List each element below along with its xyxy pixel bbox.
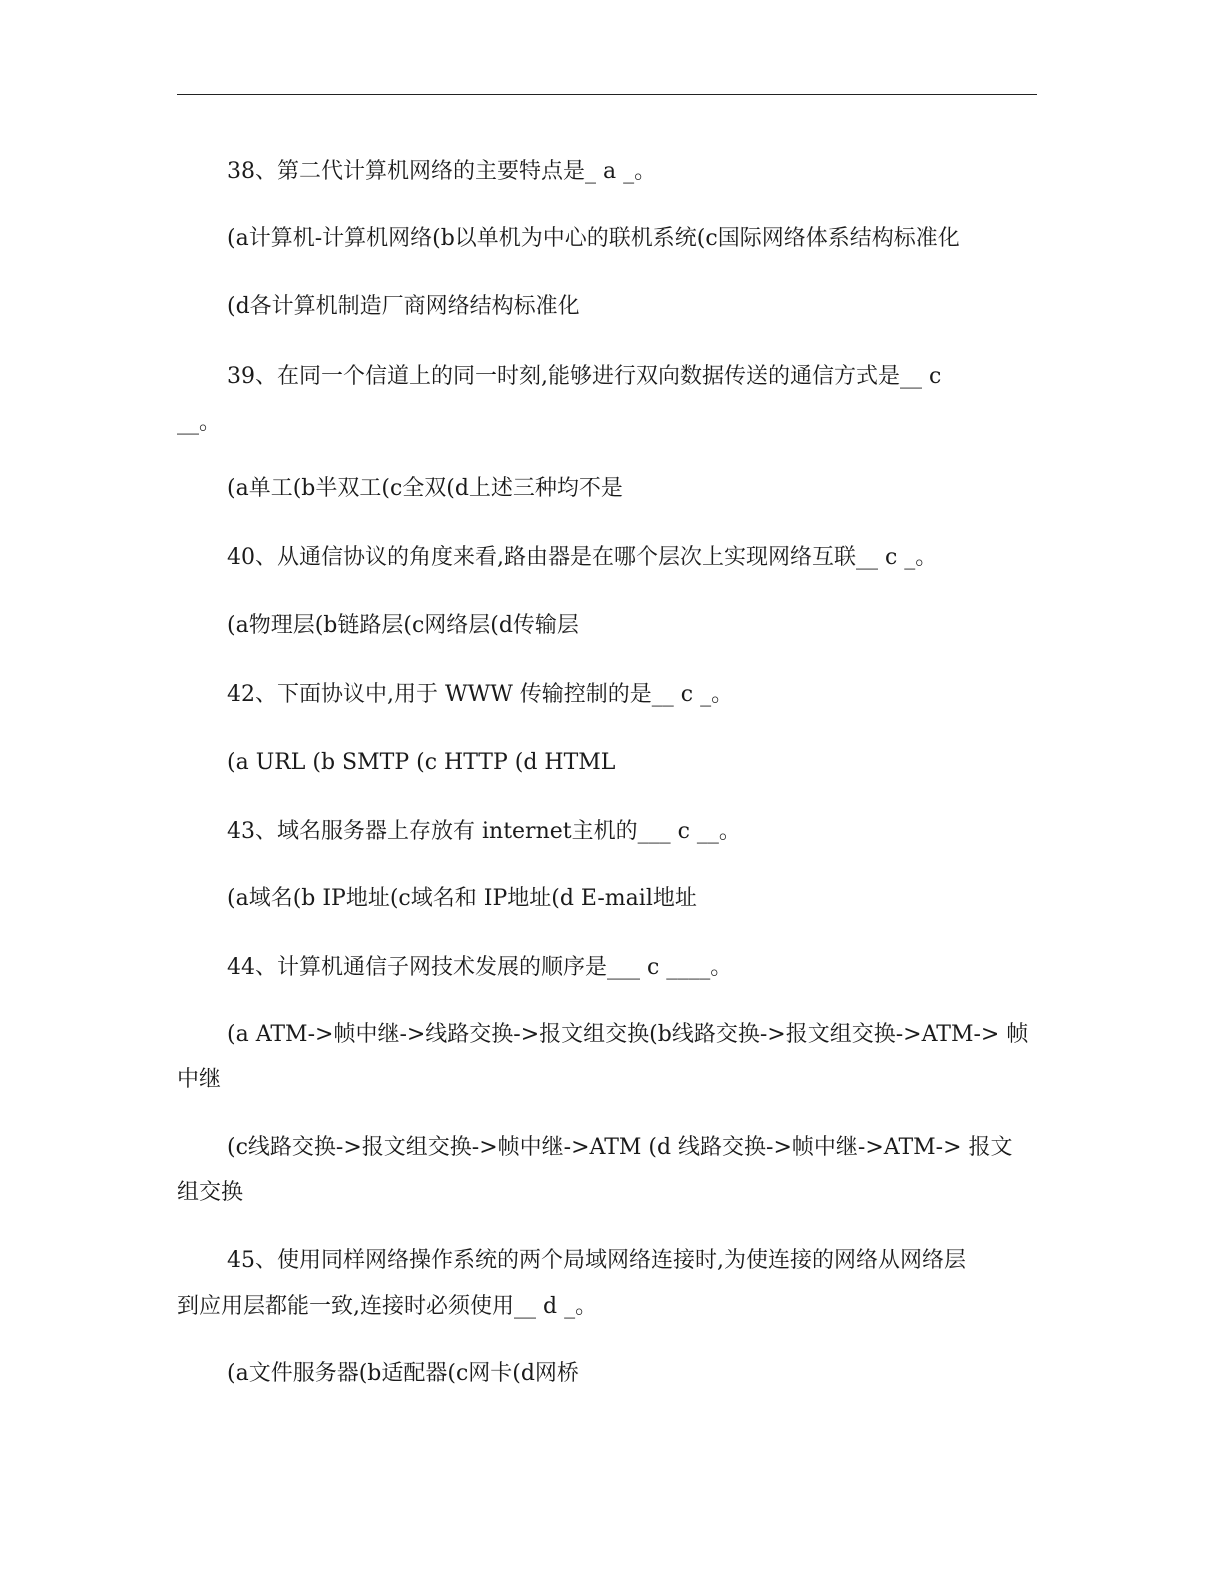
question-38: 38、第二代计算机网络的主要特点是_ a _。 [227,159,657,184]
options-38-line-1: (a计算机-计算机网络(b以单机为中心的联机系统(c国际网络体系结构标准化 [227,226,960,251]
question-39: 39、在同一个信道上的同一时刻,能够进行双向数据传送的通信方式是__ c [227,364,942,389]
options-45: (a文件服务器(b适配器(c网卡(d网桥 [227,1361,579,1386]
options-44-line-2-cont: 组交换 [177,1180,244,1205]
question-42: 42、下面协议中,用于 WWW 传输控制的是__ c _。 [227,682,734,707]
question-44: 44、计算机通信子网技术发展的顺序是___ c ____。 [227,955,733,980]
question-39-cont: __。 [177,410,222,435]
options-44-line-1: (a ATM->帧中继->线路交换->报文组交换(b线路交换->报文组交换->ATM-> 帧 [227,1022,1029,1047]
options-40: (a物理层(b链路层(c网络层(d传输层 [227,613,579,638]
question-43: 43、域名服务器上存放有 internet主机的___ c __。 [227,819,741,844]
options-43: (a域名(b IP地址(c域名和 IP地址(d E-mail地址 [227,886,697,911]
options-38-line-2: (d各计算机制造厂商网络结构标准化 [227,294,580,319]
header-rule [177,94,1037,95]
options-44-line-2: (c线路交换->报文组交换->帧中继->ATM (d 线路交换->帧中继->ATM-> 报文 [227,1135,1013,1160]
options-39: (a单工(b半双工(c全双(d上述三种均不是 [227,476,623,501]
question-45-cont: 到应用层都能一致,连接时必须使用__ d _。 [177,1294,598,1319]
options-44-line-1-cont: 中继 [177,1067,222,1092]
options-42: (a URL (b SMTP (c HTTP (d HTML [227,750,616,775]
question-40: 40、从通信协议的角度来看,路由器是在哪个层次上实现网络互联__ c _。 [227,545,938,570]
question-45: 45、使用同样网络操作系统的两个局域网络连接时,为使连接的网络从网络层 [227,1248,966,1273]
